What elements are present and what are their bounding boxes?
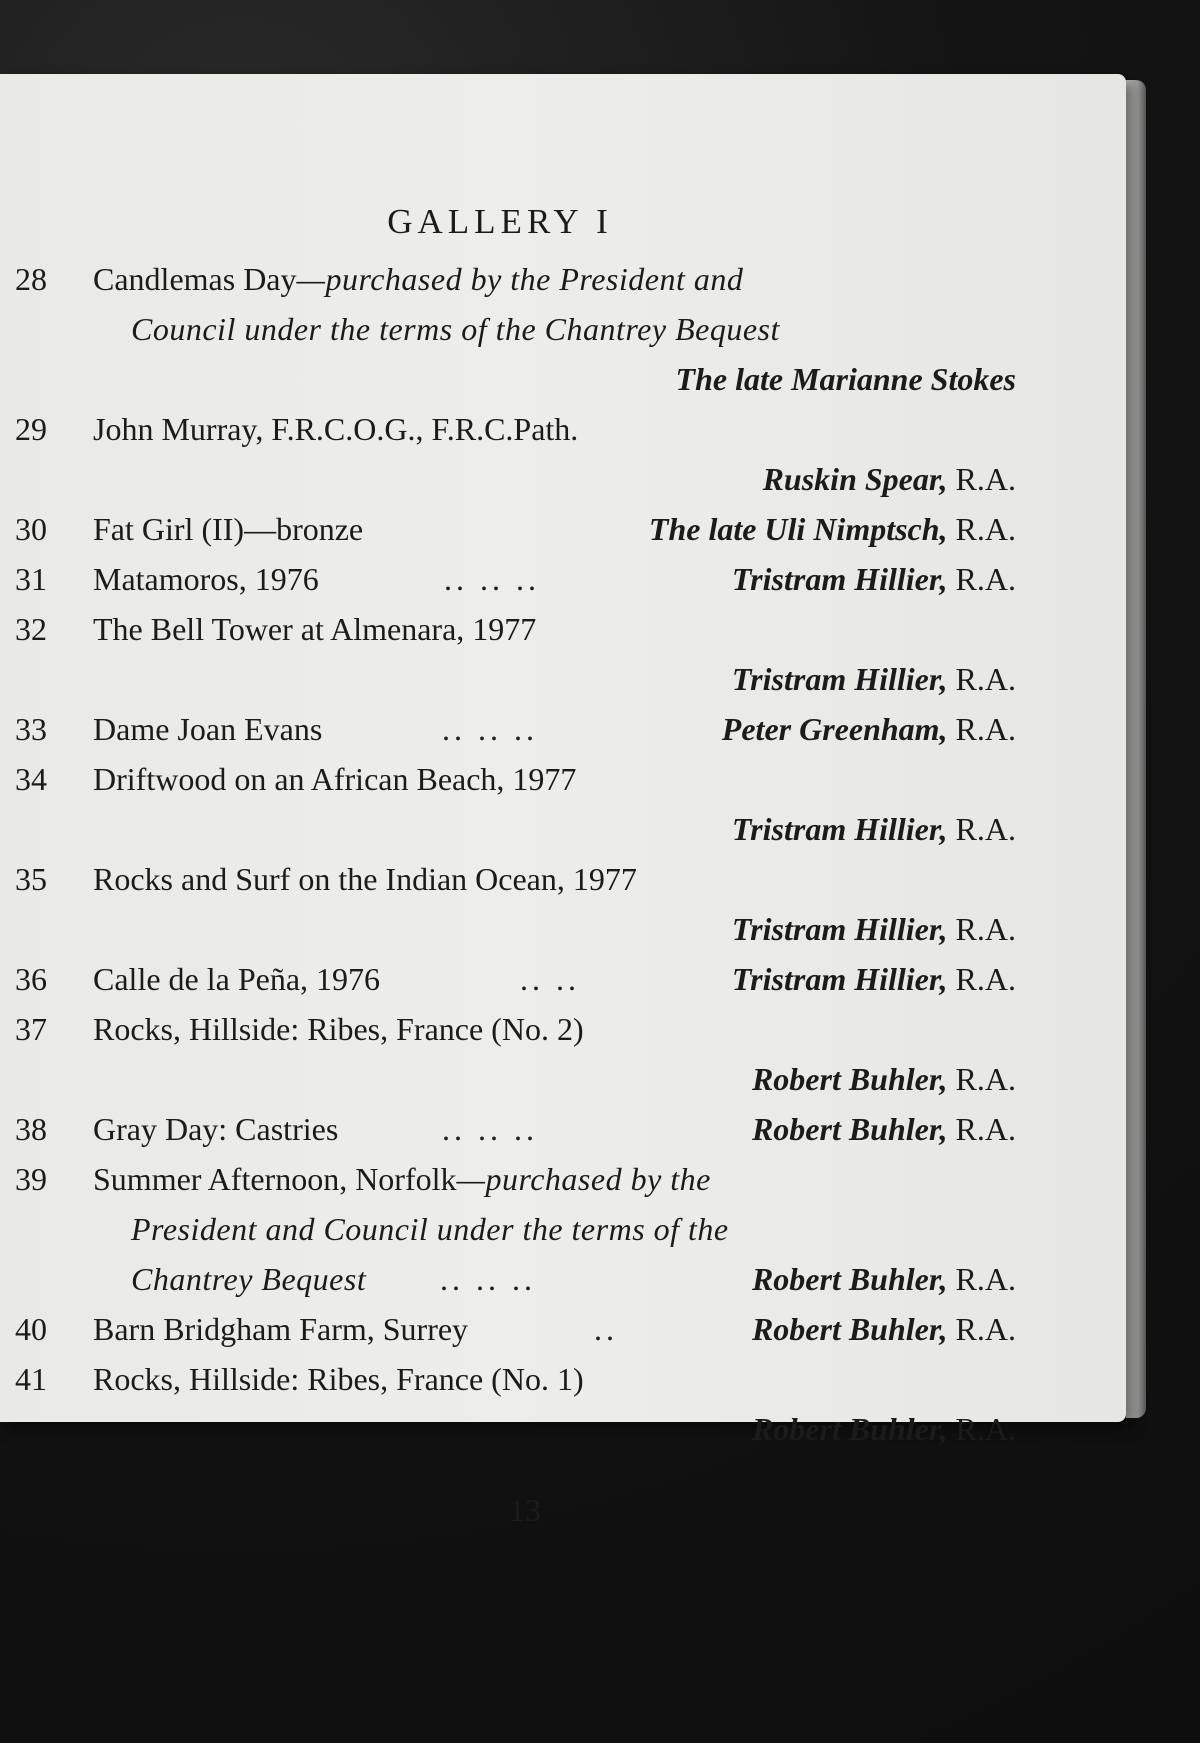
entry-number: 28 xyxy=(15,261,47,297)
artist-suffix: R.A. xyxy=(955,1411,1016,1447)
artist-name: Ruskin Spear, xyxy=(762,461,948,497)
entry-number: 32 xyxy=(15,611,47,647)
entry-number: 35 xyxy=(15,861,47,897)
entry-36 xyxy=(0,955,1126,1003)
artist-suffix: R.A. xyxy=(955,911,1016,947)
entry-title xyxy=(93,1155,711,1203)
entry-number: 38 xyxy=(15,1111,47,1147)
entry-title: John Murray, F.R.C.O.G., F.R.C.Path. xyxy=(93,411,579,447)
entry-note: —purchased by the President and xyxy=(296,261,744,297)
artist-name: Robert Buhler, xyxy=(751,1411,948,1447)
catalogue-page xyxy=(0,74,1126,1528)
artist-name: Tristram Hillier, xyxy=(731,561,948,597)
artist-name: Robert Buhler, xyxy=(751,1261,948,1297)
entry-artist xyxy=(732,555,1016,603)
entry-28-line-2 xyxy=(0,305,1126,353)
artist-suffix: R.A. xyxy=(955,511,1016,547)
entry-31 xyxy=(0,555,1126,603)
artist-name: The late Marianne Stokes xyxy=(675,361,1016,397)
entry-30 xyxy=(0,505,1126,553)
entry-32-line-2 xyxy=(0,655,1126,703)
page-edge xyxy=(1126,80,1146,1418)
entry-artist xyxy=(752,1255,1016,1303)
entry-artist xyxy=(752,1055,1016,1103)
entry-number: 40 xyxy=(15,1311,47,1347)
entry-note-continued: Chantrey Bequest xyxy=(131,1261,367,1297)
entry-artist xyxy=(732,905,1016,953)
entry-number: 37 xyxy=(15,1011,47,1047)
leader-dots: .. .. .. xyxy=(442,1111,538,1147)
entry-39-line-1 xyxy=(0,1155,1126,1203)
entry-37-line-2 xyxy=(0,1055,1126,1103)
entry-note-continued: President and Council under the terms of the xyxy=(131,1211,729,1247)
entry-29-line-2 xyxy=(0,455,1126,503)
entry-35-line-2 xyxy=(0,905,1126,953)
entry-41-line-2 xyxy=(0,1405,1126,1453)
entry-28-line-3 xyxy=(0,355,1126,403)
entry-title xyxy=(93,255,743,303)
entry-artist xyxy=(732,805,1016,853)
entry-title-text: Candlemas Day xyxy=(93,261,297,297)
entry-32-line-1 xyxy=(0,605,1126,653)
page-number: 13 xyxy=(509,1492,541,1528)
entry-title: Matamoros, 1976 xyxy=(93,561,319,597)
entry-artist xyxy=(676,355,1016,403)
entry-title: Fat Girl (II)—bronze xyxy=(93,511,364,547)
leader-dots: .. .. .. xyxy=(440,1261,536,1297)
entry-39-line-3 xyxy=(0,1255,1126,1303)
entry-title: Rocks, Hillside: Ribes, France (No. 1) xyxy=(93,1361,584,1397)
artist-suffix: R.A. xyxy=(955,1111,1016,1147)
entry-title: Gray Day: Castries xyxy=(93,1111,339,1147)
entry-number: 39 xyxy=(15,1161,47,1197)
entry-number: 29 xyxy=(15,411,47,447)
artist-suffix: R.A. xyxy=(955,1061,1016,1097)
artist-suffix: R.A. xyxy=(955,561,1016,597)
leader-dots: .. .. .. xyxy=(442,711,538,747)
entry-number: 30 xyxy=(15,511,47,547)
entry-37-line-1 xyxy=(0,1005,1126,1053)
artist-name: Peter Greenham, xyxy=(721,711,948,747)
entry-33 xyxy=(0,705,1126,753)
artist-name: Robert Buhler, xyxy=(751,1111,948,1147)
entry-artist xyxy=(732,655,1016,703)
entry-title: Rocks, Hillside: Ribes, France (No. 2) xyxy=(93,1011,584,1047)
entry-artist xyxy=(752,1105,1016,1153)
entry-title: Dame Joan Evans xyxy=(93,711,323,747)
entry-title-text: Summer Afternoon, Norfolk xyxy=(93,1161,457,1197)
entry-number: 31 xyxy=(15,561,47,597)
gallery-heading: GALLERY I xyxy=(387,202,613,241)
artist-name: The late Uli Nimptsch, xyxy=(648,511,948,547)
leader-dots: .. xyxy=(594,1311,618,1347)
entry-title: Driftwood on an African Beach, 1977 xyxy=(93,761,577,797)
artist-suffix: R.A. xyxy=(955,811,1016,847)
entry-number: 34 xyxy=(15,761,47,797)
artist-suffix: R.A. xyxy=(955,461,1016,497)
entry-artist xyxy=(732,955,1016,1003)
entry-41-line-1 xyxy=(0,1355,1126,1403)
entry-title: Rocks and Surf on the Indian Ocean, 1977 xyxy=(93,861,637,897)
entry-39-line-2 xyxy=(0,1205,1126,1253)
entry-title: Barn Bridgham Farm, Surrey xyxy=(93,1311,469,1347)
entry-artist xyxy=(649,505,1016,553)
artist-name: Tristram Hillier, xyxy=(731,811,948,847)
entry-28-line-1 xyxy=(0,255,1126,303)
entry-note-continued: Council under the terms of the Chantrey Bequest xyxy=(131,311,780,347)
artist-suffix: R.A. xyxy=(955,1261,1016,1297)
entry-number: 36 xyxy=(15,961,47,997)
artist-suffix: R.A. xyxy=(955,711,1016,747)
entry-40 xyxy=(0,1305,1126,1353)
entry-35-line-1 xyxy=(0,855,1126,903)
artist-suffix: R.A. xyxy=(955,661,1016,697)
entry-title: The Bell Tower at Almenara, 1977 xyxy=(93,611,537,647)
leader-dots: .. .. xyxy=(520,961,580,997)
entry-29-line-1 xyxy=(0,405,1126,453)
leader-dots: .. .. .. xyxy=(444,561,540,597)
artist-name: Tristram Hillier, xyxy=(731,661,948,697)
entry-number: 33 xyxy=(15,711,47,747)
entry-38 xyxy=(0,1105,1126,1153)
artist-suffix: R.A. xyxy=(955,1311,1016,1347)
entry-artist xyxy=(752,1405,1016,1453)
entry-artist xyxy=(763,455,1016,503)
artist-name: Robert Buhler, xyxy=(751,1061,948,1097)
entry-note: —purchased by the xyxy=(456,1161,711,1197)
artist-name: Tristram Hillier, xyxy=(731,961,948,997)
entry-34-line-1 xyxy=(0,755,1126,803)
artist-name: Tristram Hillier, xyxy=(731,911,948,947)
entry-number: 41 xyxy=(15,1361,47,1397)
entry-title: Calle de la Peña, 1976 xyxy=(93,961,381,997)
entry-34-line-2 xyxy=(0,805,1126,853)
artist-suffix: R.A. xyxy=(955,961,1016,997)
entry-artist xyxy=(752,1305,1016,1353)
artist-name: Robert Buhler, xyxy=(751,1311,948,1347)
entry-artist xyxy=(722,705,1016,753)
